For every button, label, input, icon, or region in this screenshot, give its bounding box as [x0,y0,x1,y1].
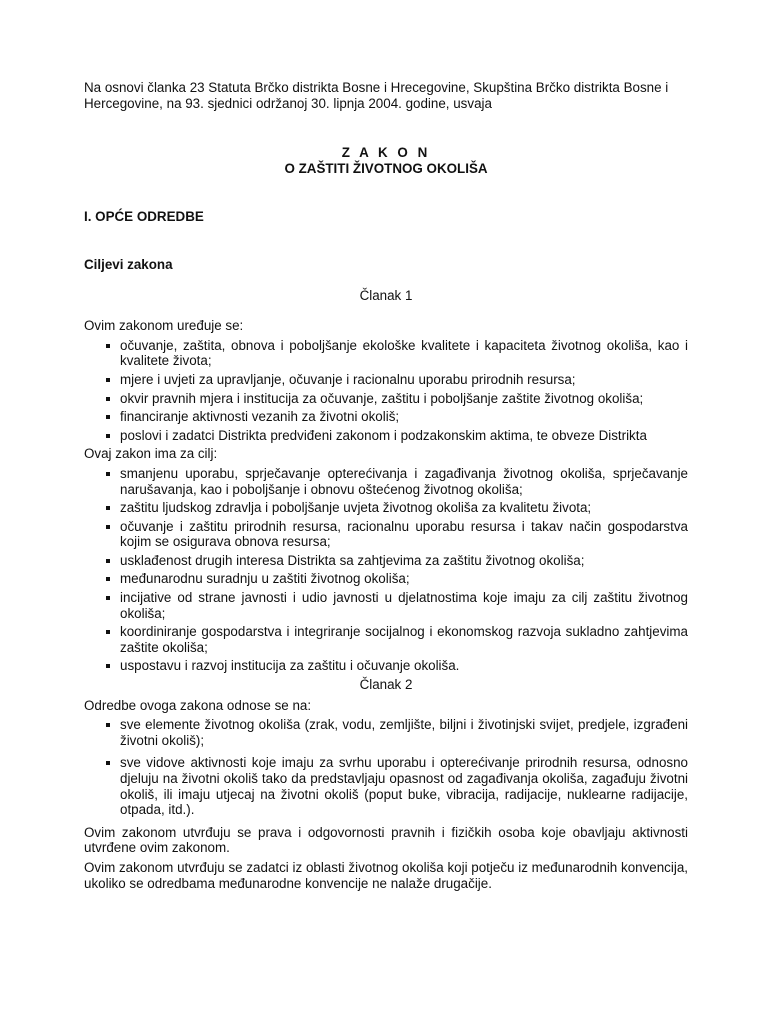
list-item: mjere i uvjeti za upravljanje, očuvanje i racionalnu uporabu prirodnih resursa; [84,372,688,388]
list-item: usklađenost drugih interesa Distrikta sa zahtjevima za zaštitu životnog okoliša; [84,553,688,569]
title-line-1: Z A K O N [341,145,431,161]
section-heading: I. OPĆE ODREDBE [84,209,204,225]
list-item: zaštitu ljudskog zdravlja i poboljšanje uvjeta životnog okoliša za kvalitetu života; [84,500,688,516]
list-item: sve vidove aktivnosti koje imaju za svrhu uporabu i opterećivanje prirodnih resursa, odnosno djeluju na životni okoliš tako da predstavljaju opasnost od zagađivanja okoliša, zagađuju životni okoliš, ili imaju utjecaj na životni okoliš (poput buke, vibracija, radijacije, nuklearne radijacije, otpada, itd.). [84,755,688,817]
article-2-heading: Članak 2 [359,677,413,693]
list-item: smanjenu uporabu, sprječavanje opterećivanja i zagađivanja životnog okoliša, sprječavanje narušavanja, kao i poboljšanje i obnovu oštećenog životnog okoliša; [84,466,688,497]
document-page [84,80,688,895]
list-item: koordiniranje gospodarstva i integriranje socijalnog i ekonomskog razvoja sukladno zahtjevima zaštite okoliša; [84,624,688,655]
title-line-2: O ZAŠTITI ŽIVOTNOG OKOLIŠA [284,160,488,176]
list-item: financiranje aktivnosti vezanih za životni okoliš; [84,409,688,425]
law-title [84,145,688,176]
list-item: međunarodnu suradnju u zaštiti životnog okoliša; [84,571,688,587]
article-1-list-1 [84,338,688,444]
list-item: očuvanje, zaštita, obnova i poboljšanje ekološke kvalitete i kapaciteta životnog okoliša, kao i kvalitete života; [84,338,688,369]
article-1-list-2 [84,466,688,674]
preamble: Na osnovi članka 23 Statuta Brčko distrikta Bosne i Hrecegovine, Skupština Brčko distrikta Bosne i Hercegovine, na 93. sjednici održanoj 30. lipnja 2004. godine, usvaja [84,80,669,111]
list-item: sve elemente životnog okoliša (zrak, vodu, zemljište, biljni i životinjski svijet, predjele, izgrađeni životni okoliš); [84,717,688,748]
article-1-lead-1: Ovim zakonom uređuje se: [84,318,244,334]
article-2-list [84,717,688,818]
list-item: okvir pravnih mjera i institucija za očuvanje, zaštitu i poboljšanje zaštite životnog okoliša; [84,391,688,407]
article-2-lead: Odredbe ovoga zakona odnose se na: [84,697,312,713]
list-item: uspostavu i razvoj institucija za zaštitu i očuvanje okoliša. [84,658,688,674]
article-1-heading: Članak 1 [359,287,413,303]
article-2-paragraph-1: Ovim zakonom utvrđuju se prava i odgovornosti pravnih i fizičkih osoba koje obavljaju aktivnosti utvrđene ovim zakonom. [84,824,688,856]
list-item: očuvanje i zaštitu prirodnih resursa, racionalnu uporabu resursa i takav način gospodarstva kojim se osigurava obnova resursa; [84,519,688,550]
list-item: poslovi i zadatci Distrikta predviđeni zakonom i podzakonskim aktima, te obveze Distrikta [84,428,688,444]
list-item: incijative od strane javnosti i udio javnosti u djelatnostima koje imaju za cilj zaštitu životnog okoliša; [84,590,688,621]
article-1-lead-2: Ovaj zakon ima za cilj: [84,446,218,462]
subheading: Ciljevi zakona [84,256,173,272]
article-2-paragraph-2: Ovim zakonom utvrđuju se zadatci iz oblasti životnog okoliša koji potječu iz međunarodnih konvencija, ukoliko se odredbama međunarodne konvencije ne nalaže drugačije. [84,859,688,891]
